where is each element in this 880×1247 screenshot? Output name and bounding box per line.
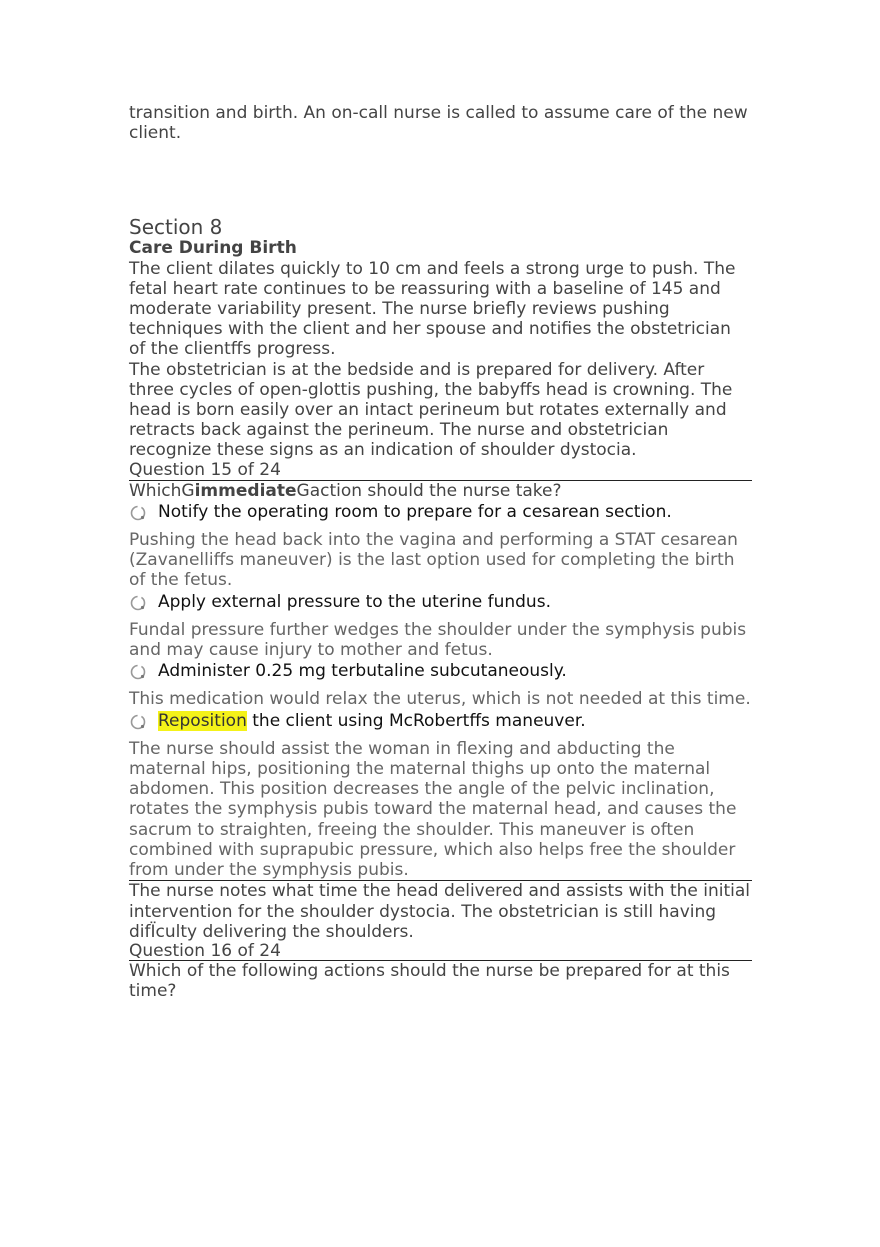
transition-paragraph: The nurse notes what time the head delivered and assists with the initial intervention for the shoulder dystocia. The obstetrician is still having difÏculty delivering the shoulders. [129,881,750,942]
answer-option-4-label-rest: the client using McRobertffs maneuver. [246,710,586,731]
answer-option-4[interactable] [129,711,752,731]
document-page [129,103,752,1001]
radio-button-icon[interactable] [129,594,147,612]
answer-option-1[interactable] [129,502,752,522]
answer-option-2-rationale: Fundal pressure further wedges the shoulder under the symphysis pubis and may cause injury to mother and fetus. [129,619,747,661]
section-paragraph-2: The obstetrician is at the bedside and is prepared for delivery. After three cycles of open-glottis pushing, the babyffs head is crowning. The head is born easily over an intact perineum but rotates externally and retracts back against the perineum. The nurse and obstetrician recognize these signs as an indication of shoulder dystocia. [129,359,733,461]
answer-option-1-rationale: Pushing the head back into the vagina and performing a STAT cesarean (Zavanelliffs maneuver) is the last option used for completing the birth of the fetus. [129,530,738,591]
section-title: Section 8 [129,215,223,240]
highlighted-text: Reposition [158,710,247,731]
answer-option-2[interactable] [129,592,752,612]
answer-option-1-label: Notify the operating room to prepare for a cesarean section. [158,501,672,522]
question-15-prompt-emphasis: immediate [194,480,297,501]
question-15-header: Question 15 of 24 [129,461,752,481]
question-15-prompt [129,481,752,501]
intro-paragraph: transition and birth. An on-call nurse is called to assume care of the new client. [129,103,748,144]
answer-option-3[interactable] [129,661,752,681]
question-16-header: Question 16 of 24 [129,942,752,961]
question-15-prompt-start: WhichG [129,480,195,501]
question-15-prompt-end: Gaction should the nurse take? [296,480,562,501]
radio-button-icon[interactable] [129,663,147,681]
section-paragraph-1: The client dilates quickly to 10 cm and feels a strong urge to push. The fetal heart rate continues to be reassuring with a baseline of 145 and moderate variability present. The nurse briefly reviews pushing techniques with the client and her spouse and notifies the obstetrician of the clientffs progress. [129,258,736,360]
question-16-prompt: Which of the following actions should the nurse be prepared for at this time? [129,960,730,1002]
answer-option-3-rationale: This medication would relax the uterus, which is not needed at this time. [129,689,751,710]
radio-button-icon[interactable] [129,713,147,731]
answer-option-2-label: Apply external pressure to the uterine fundus. [158,591,551,612]
answer-option-4-rationale: The nurse should assist the woman in flexing and abducting the maternal hips, positioning the maternal thighs up onto the maternal abdomen. This position decreases the angle of the pelvic inclination, rotates the symphysis pubis toward the maternal head, and causes the sacrum to straighten, freeing the shoulder. This maneuver is often combined with suprapubic pressure, which also helps free the shoulder from under the symphysis pubis. [129,739,752,881]
radio-button-icon[interactable] [129,504,147,522]
section-subtitle: Care During Birth [129,238,297,259]
answer-option-3-label: Administer 0.25 mg terbutaline subcutaneously. [158,661,567,682]
answer-option-4-label [158,711,586,731]
